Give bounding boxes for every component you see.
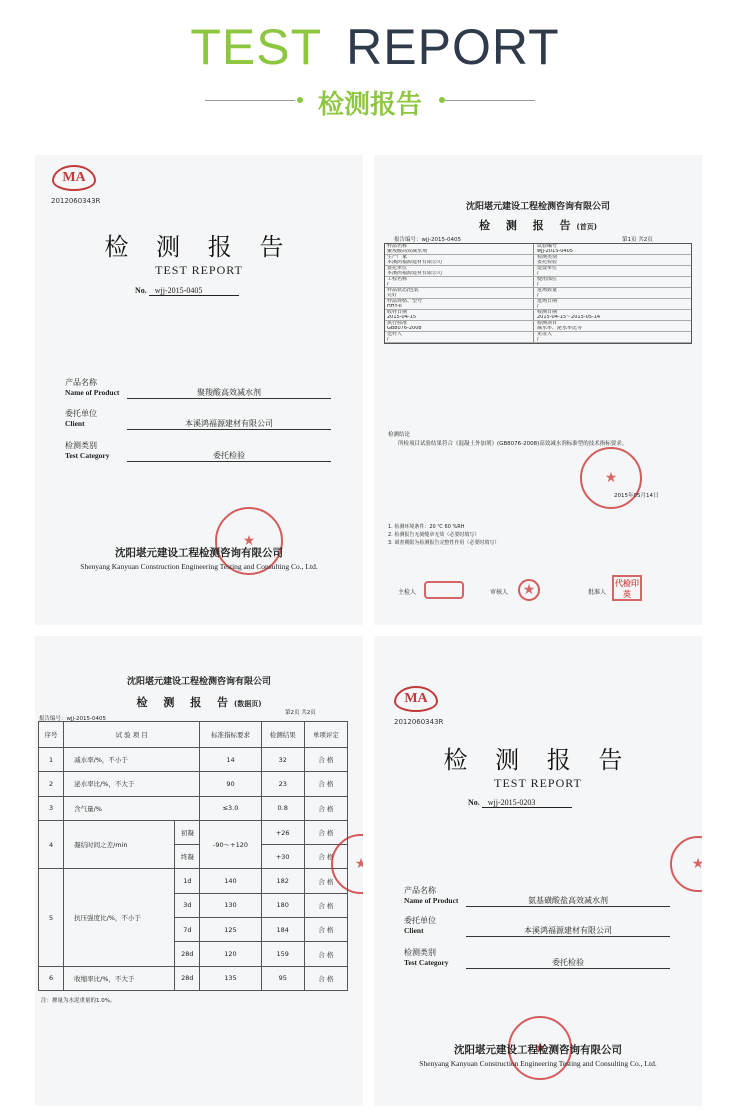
column-divider	[533, 288, 534, 298]
report-number-label: No.	[468, 798, 480, 807]
org-name-cn: 沈阳堪元建设工程检测咨询有限公司	[454, 1044, 622, 1056]
column-divider	[533, 266, 534, 276]
column-divider	[533, 244, 534, 254]
table-cell-result: 32	[261, 748, 304, 772]
client-label-en: Client	[404, 926, 424, 935]
table-header-row	[39, 722, 348, 748]
column-divider	[533, 255, 534, 265]
photo-cover-report-2	[374, 636, 702, 1106]
first-page-table-row	[385, 321, 691, 332]
first-page-table-cell: 使用部位	[537, 277, 558, 282]
first-page-title	[374, 217, 702, 233]
approver-seal-icon: 代检印英	[612, 575, 642, 601]
org-name-cn: 沈阳堪元建设工程检测咨询有限公司	[115, 547, 283, 559]
data-page-page-no: 第2页 共2页	[285, 710, 316, 716]
table-cell-item: 收缩率比/%，不大于	[64, 966, 175, 990]
data-page-org: 沈阳堪元建设工程检测咨询有限公司	[126, 677, 271, 687]
title-test: TEST	[190, 19, 323, 75]
cover-paper-2	[374, 636, 702, 1106]
first-page-table-row	[385, 277, 691, 288]
first-page-org: 沈阳堪元建设工程检测咨询有限公司	[465, 202, 610, 212]
first-page-table-cell: wjj-2015-0405	[537, 249, 573, 254]
category-value: 委托检验	[127, 451, 331, 462]
first-page-table-cell: 检测类别	[537, 255, 558, 260]
first-page-date: 2015年05月14日	[614, 493, 659, 499]
data-page-title-suffix: (数据页)	[234, 700, 262, 708]
first-page-conclusion	[388, 431, 688, 449]
product-value: 聚羧酸高效减水剂	[127, 388, 331, 399]
table-cell-item: 泌水率比/%，不大于	[64, 772, 200, 796]
ma-logo-icon: MA	[394, 686, 438, 712]
table-cell-result: 184	[261, 918, 304, 942]
first-page-table-cell: /	[537, 304, 539, 309]
org-name-en: Shenyang Kanyuan Construction Engineering Testing and Consulting Co., Ltd.	[80, 562, 318, 571]
table-header-cell: 标准指标要求	[200, 722, 261, 748]
table-cell-item: 含气量/%	[64, 796, 200, 820]
table-cell-sub: 28d	[175, 966, 200, 990]
report-number-label: No.	[135, 286, 147, 295]
tester-seal-icon	[424, 581, 464, 599]
table-cell-req: 120	[200, 942, 261, 966]
table-cell-result: 159	[261, 942, 304, 966]
table-cell-eval: 合 格	[304, 772, 347, 796]
first-page-table-cell: /	[537, 271, 539, 276]
first-page-table-cell: 本溪鸿福源建材有限公司	[387, 271, 443, 276]
cover-title-en: TEST REPORT	[494, 776, 582, 790]
table-cell-eval: 合 格	[304, 796, 347, 820]
category-label-cn: 检测类别	[404, 948, 436, 957]
cover-paper-1	[35, 155, 363, 625]
column-divider	[533, 321, 534, 331]
client-field	[404, 916, 670, 936]
ma-number: 2012060343R	[394, 718, 444, 726]
client-label-cn: 委托单位	[404, 916, 436, 925]
first-page-table-row	[385, 288, 691, 299]
data-table	[38, 721, 348, 991]
table-cell-result: 182	[261, 869, 304, 893]
table-cell-eval: 合 格	[304, 820, 347, 844]
table-cell-req: 135	[200, 966, 261, 990]
cover-title-cn: 检 测 报 告	[104, 233, 294, 261]
page-title	[0, 18, 750, 76]
column-divider	[533, 277, 534, 287]
table-header-cell: 试 验 项 目	[64, 722, 200, 748]
first-page-table-cell: /	[537, 282, 539, 287]
table-cell-sub: 3d	[175, 893, 200, 917]
category-label-en: Test Category	[404, 958, 449, 967]
first-page-table-row	[385, 299, 691, 310]
table-row	[39, 772, 348, 796]
first-page-title-text: 检 测 报 告	[479, 219, 577, 232]
column-divider	[533, 310, 534, 320]
org-name-en: Shenyang Kanyuan Construction Engineering Testing and Consulting Co., Ltd.	[419, 1059, 657, 1068]
first-page-table-cell: /	[537, 337, 539, 342]
cover-title-en: TEST REPORT	[155, 263, 243, 277]
category-field	[404, 948, 670, 968]
table-cell-no: 1	[39, 748, 64, 772]
first-page-table-cell: 见证人	[537, 332, 553, 337]
ma-number: 2012060343R	[51, 197, 101, 205]
cover-title-cn: 检 测 报 告	[443, 746, 633, 774]
page-header	[0, 0, 750, 140]
table-cell-item: 凝结时间之差/min	[64, 820, 175, 869]
red-seal-stamp-icon	[580, 447, 642, 509]
first-page-table-cell: 进场数量	[537, 288, 558, 293]
table-row	[39, 796, 348, 820]
first-page-table-cell: /	[387, 337, 389, 342]
product-label-cn: 产品名称	[65, 378, 97, 387]
data-page-report-no: 报告编号：wjj-2015-0405	[39, 716, 107, 722]
table-cell-no: 4	[39, 820, 64, 869]
table-cell-no: 2	[39, 772, 64, 796]
category-value: 委托检验	[466, 958, 670, 969]
table-cell-result: +26	[261, 820, 304, 844]
first-page-table-cell: 建设单位	[537, 266, 558, 271]
column-divider	[533, 299, 534, 309]
edge-seal-stamp-icon	[670, 836, 702, 892]
first-page-notes	[388, 523, 638, 547]
first-page-table-cell: 检测日期	[537, 310, 558, 315]
report-number	[468, 798, 572, 808]
table-cell-sub: 初凝	[175, 820, 200, 844]
sign-approver: 批准人	[588, 589, 607, 596]
table-cell-sub: 终凝	[175, 845, 200, 869]
table-cell-item: 减水率/%，不小于	[64, 748, 200, 772]
client-value: 本溪鸿福源建材有限公司	[466, 926, 670, 937]
first-page-table-cell: GB8076-2008	[387, 326, 422, 331]
table-cell-result: 180	[261, 893, 304, 917]
first-page-report-no: 报告编号：wjj-2015-0405	[394, 237, 462, 243]
category-label-cn: 检测类别	[65, 441, 97, 450]
table-header-cell: 单项评定	[304, 722, 347, 748]
first-page-table-cell: 样品名称	[387, 244, 408, 249]
first-page-table-cell: 进场日期	[537, 299, 558, 304]
sign-reviewer: 审核人	[490, 589, 509, 596]
client-field	[65, 409, 331, 429]
first-page-table-cell: 执行标准	[387, 321, 408, 326]
product-label-cn: 产品名称	[404, 886, 436, 895]
first-page-table-cell: 聚羧酸高效减水剂	[387, 249, 428, 254]
first-page-table-cell: 委托检验	[537, 260, 558, 265]
table-cell-result: 95	[261, 966, 304, 990]
photo-cover-report-1	[35, 155, 363, 625]
table-cell-eval: 合 格	[304, 966, 347, 990]
table-cell-req: 140	[200, 869, 261, 893]
first-page-table-cell: 送样人	[387, 332, 403, 337]
table-cell-no: 5	[39, 869, 64, 966]
first-page-table-cell: 减水率、泌水率比等	[537, 326, 583, 331]
report-number	[135, 286, 239, 296]
first-page-table-cell: 生产厂家	[387, 255, 408, 260]
table-cell-req: ≤3.0	[200, 796, 261, 820]
product-label-en: Name of Product	[404, 896, 459, 905]
table-cell-result: 0.8	[261, 796, 304, 820]
title-report: REPORT	[346, 19, 560, 75]
page-subtitle: 检测报告	[317, 90, 422, 120]
table-cell-result: 23	[261, 772, 304, 796]
table-cell-eval: 合 格	[304, 845, 347, 869]
first-page-table-cell: 委托单位	[387, 266, 408, 271]
table-cell-result: +30	[261, 845, 304, 869]
first-page-table-row	[385, 266, 691, 277]
conclusion-label: 检测结论	[388, 432, 411, 438]
report-number-value: wjj-2015-0405	[149, 286, 239, 296]
first-page-table-cell: 2015-04-15～2015-05-14	[537, 315, 601, 320]
category-field	[65, 441, 331, 461]
table-cell-eval: 合 格	[304, 893, 347, 917]
ma-logo-icon: MA	[52, 165, 96, 191]
conclusion-text: 所检项目试验结果符合《混凝土外加剂》(GB8076-2008)高效减水剂标准型的技术指标要求。	[398, 441, 628, 447]
table-cell-eval: 合 格	[304, 748, 347, 772]
first-page-table-cell: 检测项目	[537, 321, 558, 326]
client-label-cn: 委托单位	[65, 409, 97, 418]
note-2: 2. 检测报告无骑缝章无效（必要时填写）	[388, 532, 480, 538]
photo-data-page	[35, 636, 363, 1106]
product-value: 氨基磺酸盐高效减水剂	[466, 896, 670, 907]
report-number-value: wjj-2015-0203	[482, 798, 572, 808]
first-page-table-cell: 完好	[387, 293, 398, 298]
table-cell-eval: 合 格	[304, 918, 347, 942]
first-page-table-row	[385, 244, 691, 255]
note-3: 3. 调查期限为检测报告完整性作用（必要时填写）	[388, 540, 500, 546]
column-divider	[533, 332, 534, 342]
first-page-table-cell: 收样日期	[387, 310, 408, 315]
first-page-table-cell: 样品状态/包装	[387, 288, 419, 293]
table-row	[39, 869, 348, 893]
data-page-note: 注：掺量为水泥重量的1.0%。	[41, 998, 116, 1004]
table-cell-req: 14	[200, 748, 261, 772]
product-field	[65, 378, 331, 398]
first-page-table-cell: /	[537, 293, 539, 298]
table-cell-eval: 合 格	[304, 942, 347, 966]
first-page-table-cell: 样品规格、型号	[387, 299, 423, 304]
table-cell-req: 130	[200, 893, 261, 917]
first-page-page-no: 第1页 共2页	[622, 237, 653, 243]
first-page-table-row	[385, 310, 691, 321]
data-page-title-text: 检 测 报 告	[136, 696, 235, 709]
divider-right	[445, 100, 535, 101]
table-cell-sub: 7d	[175, 918, 200, 942]
table-row	[39, 748, 348, 772]
table-cell-sub: 28d	[175, 942, 200, 966]
table-cell-item: 抗压强度比/%，不小于	[64, 869, 175, 966]
client-label-en: Client	[65, 419, 85, 428]
table-cell-no: 6	[39, 966, 64, 990]
first-page-table	[384, 243, 692, 344]
first-page-table-cell: 2015-04-15	[387, 315, 417, 320]
first-page-table-row	[385, 332, 691, 343]
data-page-paper	[35, 636, 363, 1106]
reviewer-seal-icon	[518, 579, 540, 601]
table-cell-req: 90	[200, 772, 261, 796]
first-page-title-suffix: (首页)	[576, 223, 597, 231]
client-value: 本溪鸿福源建材有限公司	[127, 419, 331, 430]
table-cell-req: 125	[200, 918, 261, 942]
table-cell-req: -90～+120	[200, 820, 261, 869]
first-page-paper	[374, 155, 702, 625]
note-1: 1. 检测环境条件：20 ℃ 60 %RH	[388, 524, 465, 530]
category-label-en: Test Category	[65, 451, 110, 460]
first-page-table-cell: 试验编号	[537, 244, 558, 249]
table-cell-eval: 合 格	[304, 869, 347, 893]
first-page-table-cell: /	[387, 282, 389, 287]
product-field	[404, 886, 670, 906]
first-page-table-cell: 本溪鸿福源建材有限公司	[387, 260, 443, 265]
table-cell-sub: 1d	[175, 869, 200, 893]
first-page-table-row	[385, 255, 691, 266]
sign-chief-tester: 主检人	[398, 589, 417, 596]
table-cell-no: 3	[39, 796, 64, 820]
photo-first-page	[374, 155, 702, 625]
table-header-cell: 检测结果	[261, 722, 304, 748]
first-page-table-cell: HHY-II	[387, 304, 402, 309]
table-header-cell: 序号	[39, 722, 64, 748]
subtitle-row	[0, 84, 750, 120]
table-row	[39, 966, 348, 990]
product-label-en: Name of Product	[65, 388, 120, 397]
first-page-table-cell: 工程名称	[387, 277, 408, 282]
divider-left	[205, 100, 295, 101]
table-row	[39, 820, 348, 844]
